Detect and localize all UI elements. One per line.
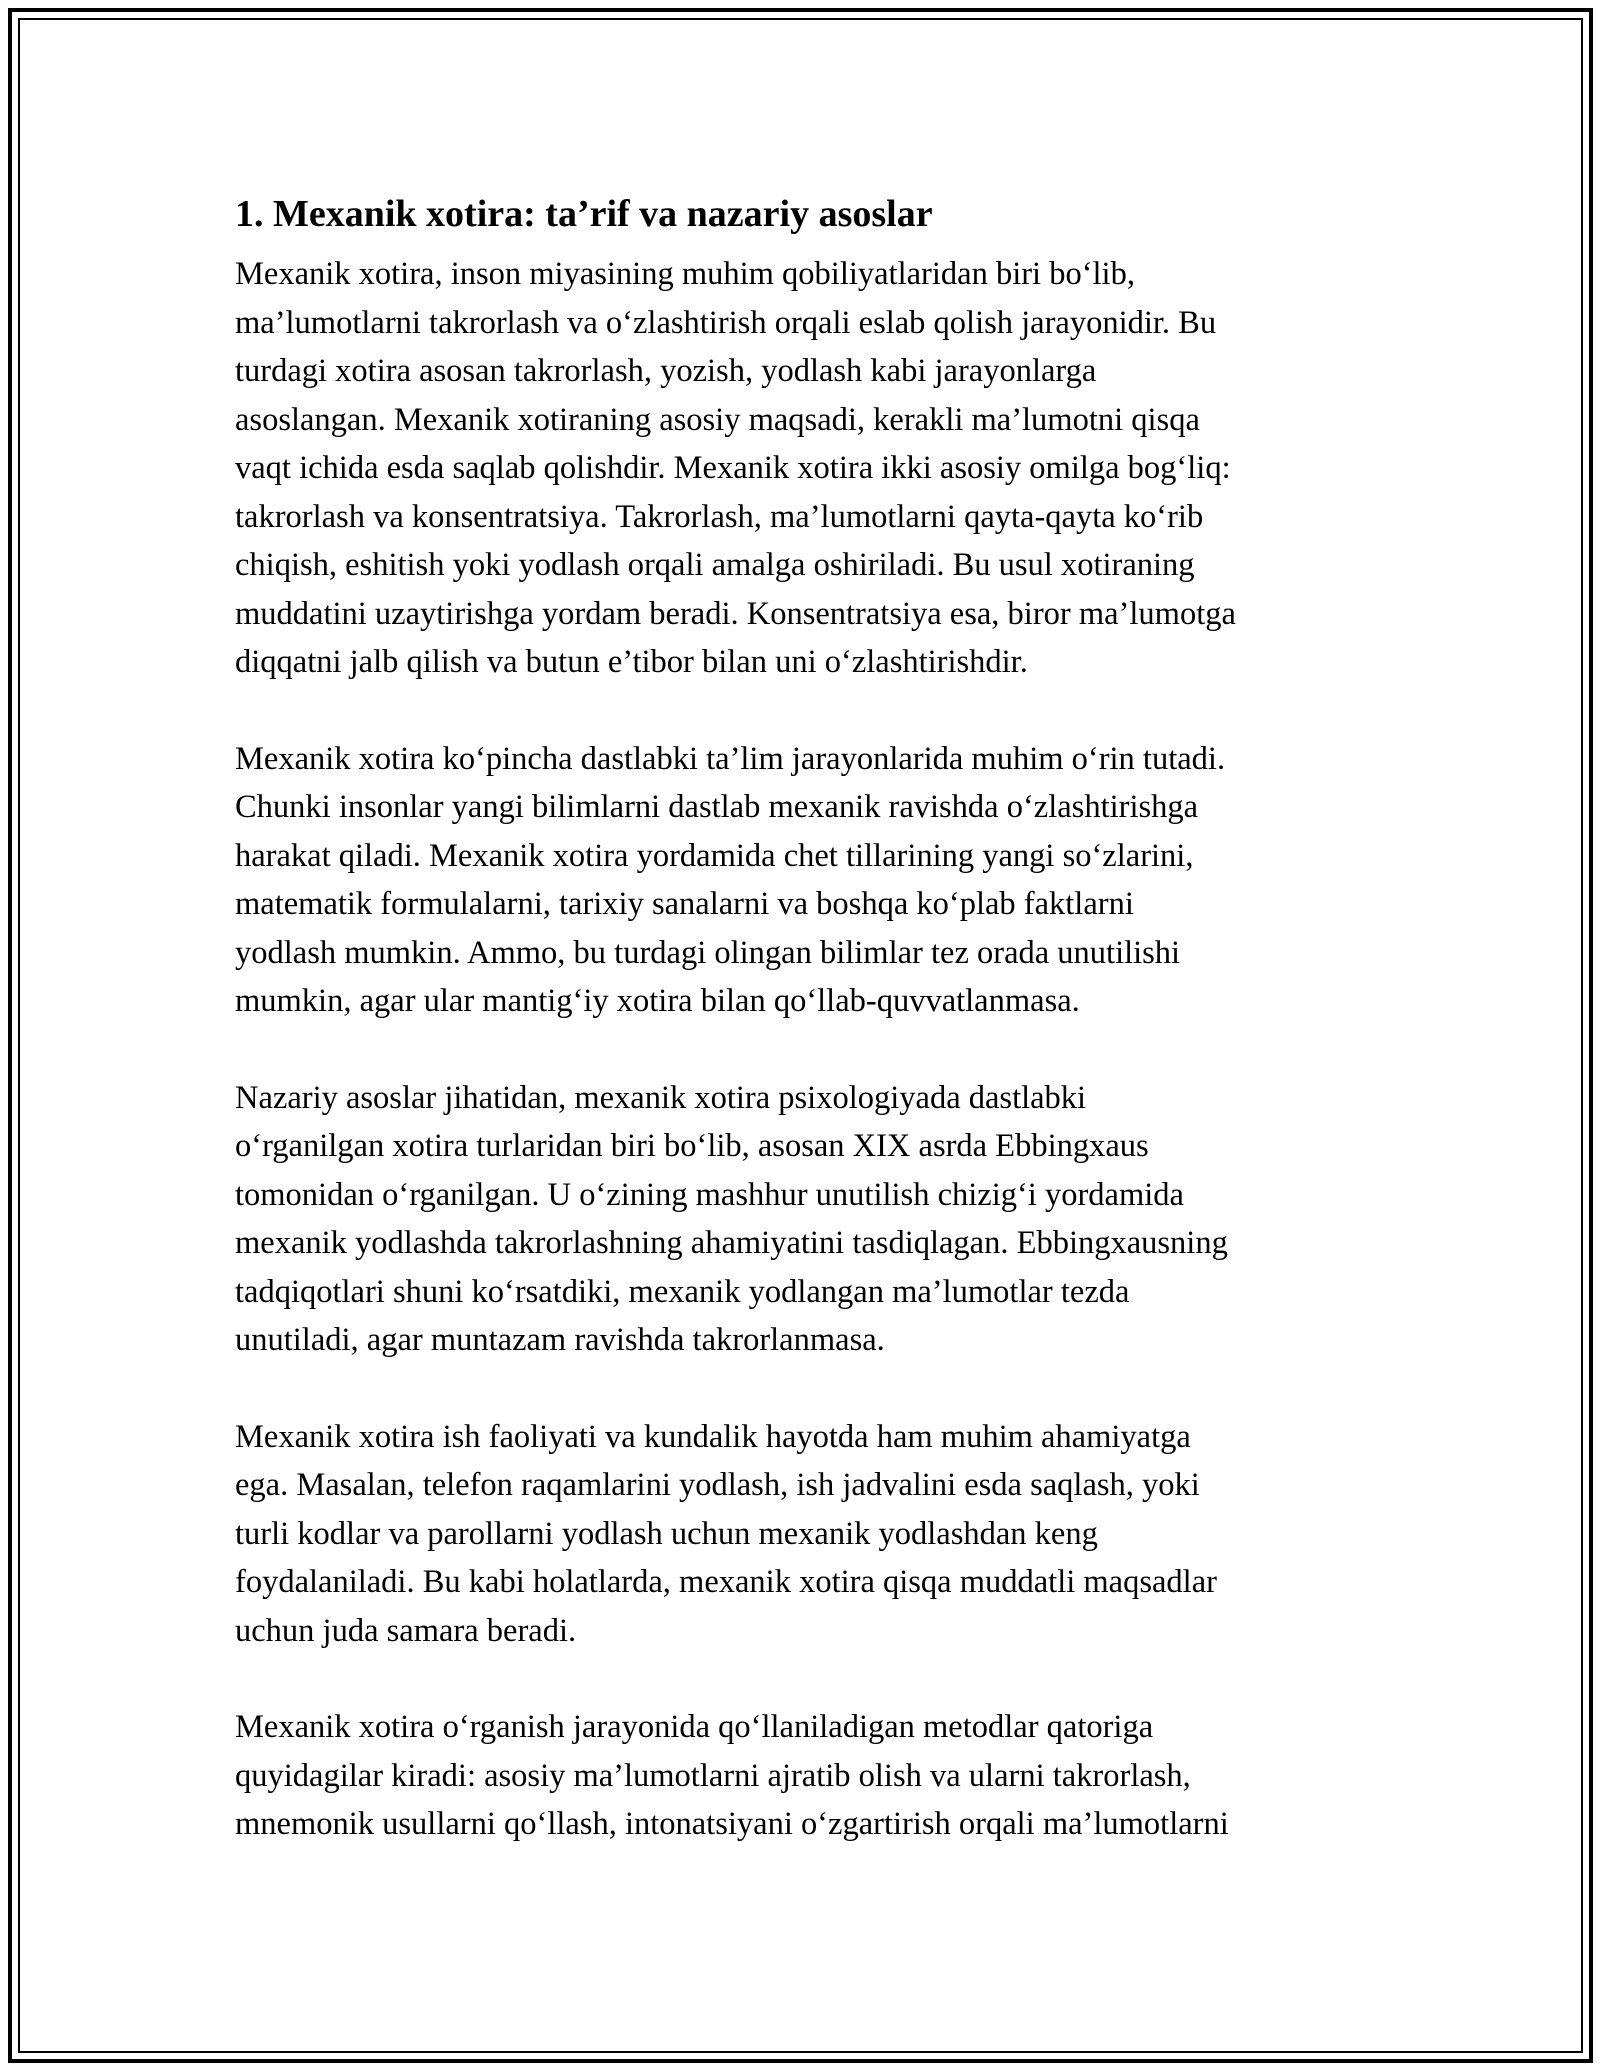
text-line: foydalaniladi. Bu kabi holatlarda, mexanik xotira qisqa muddatli maqsadlar	[235, 1564, 1217, 1600]
text-line: mnemonik usullarni qo‘llash, intonatsiyani o‘zgartirish orqali ma’lumotlarni	[235, 1806, 1229, 1842]
text-line: asoslangan. Mexanik xotiraning asosiy maqsadi, kerakli ma’lumotni qisqa	[235, 401, 1200, 438]
text-line: diqqatni jalb qilish va butun e’tibor bilan uni o‘zlashtirishdir.	[235, 644, 1028, 680]
text-line: mumkin, agar ular mantig‘iy xotira bilan qo‘llab-quvvatlanmasa.	[235, 983, 1080, 1019]
paragraph	[235, 250, 1375, 687]
text-line: Nazariy asoslar jihatidan, mexanik xotira psixologiyada dastlabki	[235, 1079, 1087, 1116]
paragraph	[235, 735, 1375, 1026]
text-line: tomonidan o‘rganilgan. U o‘zining mashhur unutilish chizig‘i yordamida	[235, 1176, 1184, 1213]
text-line: unutiladi, agar muntazam ravishda takrorlanmasa.	[235, 1322, 885, 1358]
text-line: yodlash mumkin. Ammo, bu turdagi olingan bilimlar tez orada unutilishi	[235, 934, 1181, 971]
text-line: vaqt ichida esda saqlab qolishdir. Mexanik xotira ikki asosiy omilga bog‘liq:	[235, 450, 1231, 486]
text-line: turli kodlar va parollarni yodlash uchun mexanik yodlashdan keng	[235, 1515, 1098, 1552]
text-line: Chunki insonlar yangi bilimlarni dastlab mexanik ravishda o‘zlashtirishga	[235, 789, 1199, 825]
text-line: chiqish, eshitish yoki yodlash orqali amalga oshiriladi. Bu usul xotiraning	[235, 547, 1195, 583]
text-line: Mexanik xotira ish faoliyati va kundalik hayotda ham muhim ahamiyatga	[235, 1418, 1191, 1455]
text-line: o‘rganilgan xotira turlaridan biri bo‘lib, asosan XIX asrda Ebbingxaus	[235, 1128, 1149, 1164]
text-line: tadqiqotlari shuni ko‘rsatdiki, mexanik yodlangan ma’lumotlar tezda	[235, 1273, 1130, 1310]
text-line: harakat qiladi. Mexanik xotira yordamida chet tillarining yangi so‘zlarini,	[235, 837, 1194, 874]
text-line: turdagi xotira asosan takrorlash, yozish, yodlash kabi jarayonlarga	[235, 353, 1097, 389]
text-line: ma’lumotlarni takrorlash va o‘zlashtirish orqali eslab qolish jarayonidir. Bu	[235, 304, 1217, 341]
text-line: matematik formulalarni, tarixiy sanalarni va boshqa ko‘plab faktlarni	[235, 886, 1134, 922]
text-line: mexanik yodlashda takrorlashning ahamiyatini tasdiqlagan. Ebbingxausning	[235, 1225, 1228, 1261]
text-line: ega. Masalan, telefon raqamlarini yodlash, ish jadvalini esda saqlash, yoki	[235, 1467, 1200, 1503]
paragraph	[235, 1074, 1375, 1365]
document-content	[235, 188, 1375, 1897]
text-line: uchun juda samara beradi.	[235, 1612, 577, 1649]
text-line: takrorlash va konsentratsiya. Takrorlash, ma’lumotlarni qayta-qayta ko‘rib	[235, 498, 1204, 535]
text-line: quyidagilar kiradi: asosiy ma’lumotlarni ajratib olish va ularni takrorlash,	[235, 1757, 1191, 1794]
text-line: Mexanik xotira, inson miyasining muhim qobiliyatlaridan biri bo‘lib,	[235, 256, 1135, 292]
text-line: muddatini uzaytirishga yordam beradi. Konsentratsiya esa, biror ma’lumotga	[235, 595, 1236, 632]
section-heading: 1. Mexanik xotira: ta’rif va nazariy asoslar	[235, 193, 933, 235]
text-line: Mexanik xotira o‘rganish jarayonida qo‘llaniladigan metodlar qatoriga	[235, 1709, 1154, 1745]
paragraph	[235, 1703, 1375, 1849]
text-line: Mexanik xotira ko‘pincha dastlabki ta’lim jarayonlarida muhim o‘rin tutadi.	[235, 740, 1226, 777]
paragraph	[235, 1413, 1375, 1656]
